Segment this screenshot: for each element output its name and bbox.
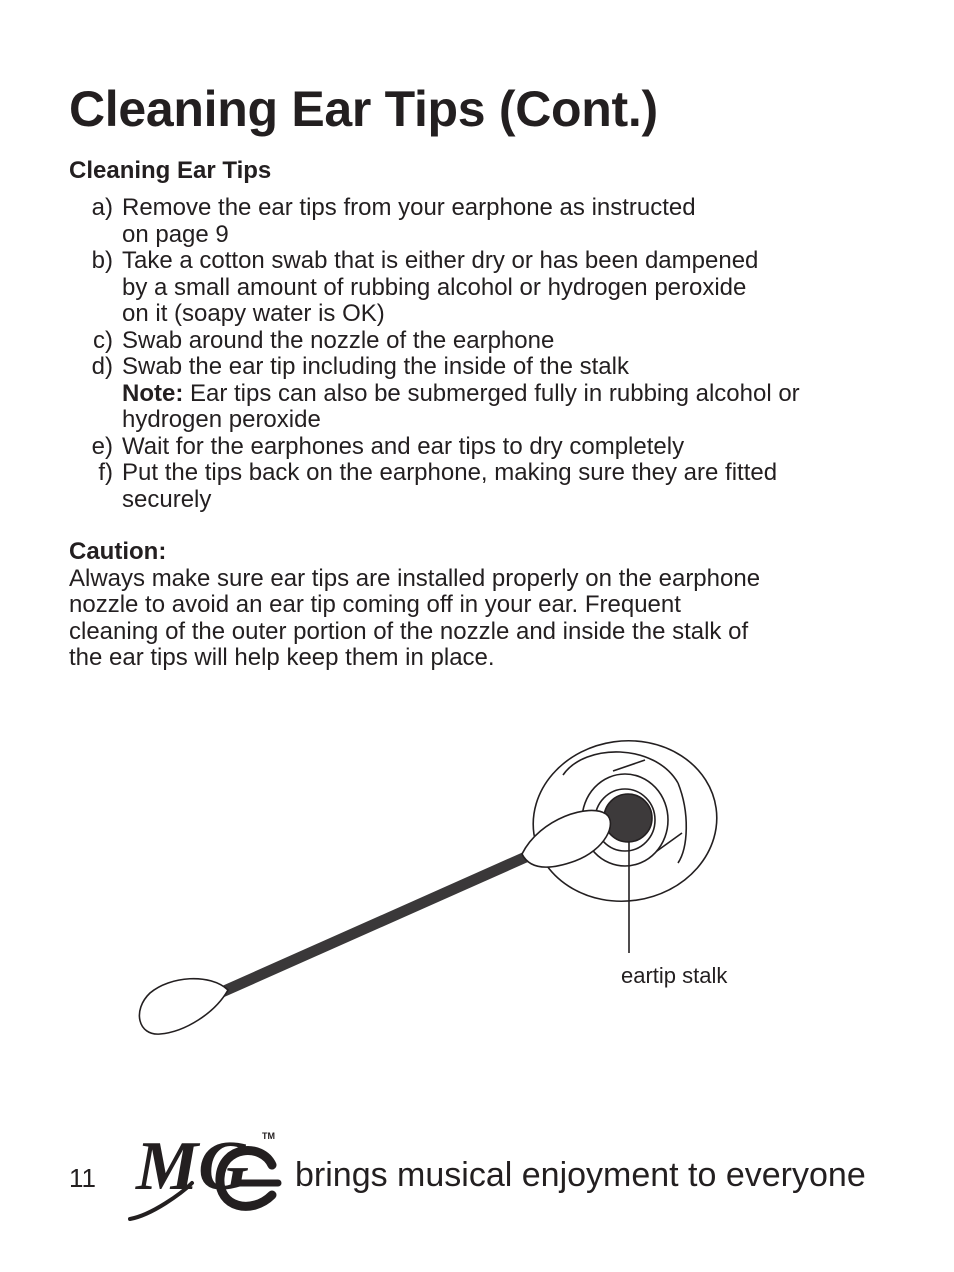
step-text-line: Take a cotton swab that is either dry or has been dampened [122,247,759,274]
step-letter: e) [91,432,113,460]
step-a [0,195,800,248]
step-d [0,354,800,434]
note-line [122,381,800,408]
step-list [0,195,800,513]
step-letter: d) [91,353,113,380]
step-f [0,460,800,513]
step-text-line: Put the tips back on the earphone, making sure they are fitted [122,459,778,486]
step-letter: f) [98,459,113,486]
caution-text-line: cleaning of the outer portion of the nozzle and inside the stalk of [69,617,749,645]
note-text: Ear tips can also be submerged fully in rubbing alcohol or [183,379,800,407]
eartip-stalk [604,794,652,842]
caution-block [69,539,760,672]
caution-text-line: the ear tips will help keep them in place. [69,644,495,671]
tagline: brings musical enjoyment to everyone [295,1156,866,1194]
step-text-line: on it (soapy water is OK) [122,300,385,327]
step-b [0,248,800,328]
section-heading: Cleaning Ear Tips [69,157,272,184]
page-number: 11 [69,1163,96,1193]
cotton-swab [139,810,610,1034]
logo-text: MG [136,1128,249,1205]
step-text-line: Remove the ear tips from your earphone as instructed [122,194,696,221]
step-letter: a) [91,194,113,221]
eartip-stalk-label: eartip stalk [621,963,728,988]
note-text-line: hydrogen peroxide [122,406,321,433]
caution-heading: Caution: [69,538,167,565]
caution-text-line: Always make sure ear tips are installed properly on the earphone [69,564,761,592]
step-text-line: Swab around the nozzle of the earphone [122,326,555,354]
step-c [0,328,800,355]
cotton-swab-illustration [130,738,750,1048]
step-letter: b) [91,247,113,274]
trademark: TM [262,1131,275,1141]
step-text-line: on page 9 [122,220,229,248]
step-text-line: Wait for the earphones and ear tips to dry completely [122,432,685,460]
step-text-line: securely [122,485,212,513]
step-letter: c) [93,326,113,354]
step-e [0,434,800,461]
caution-text-line: nozzle to avoid an ear tip coming off in your ear. Frequent [69,591,681,618]
mg-logo [122,1123,292,1233]
note-label: Note: [122,379,184,407]
step-text-line: by a small amount of rubbing alcohol or hydrogen peroxide [122,273,747,301]
page-title: Cleaning Ear Tips (Cont.) [69,81,658,137]
step-text-line: Swab the ear tip including the inside of the stalk [122,353,629,380]
